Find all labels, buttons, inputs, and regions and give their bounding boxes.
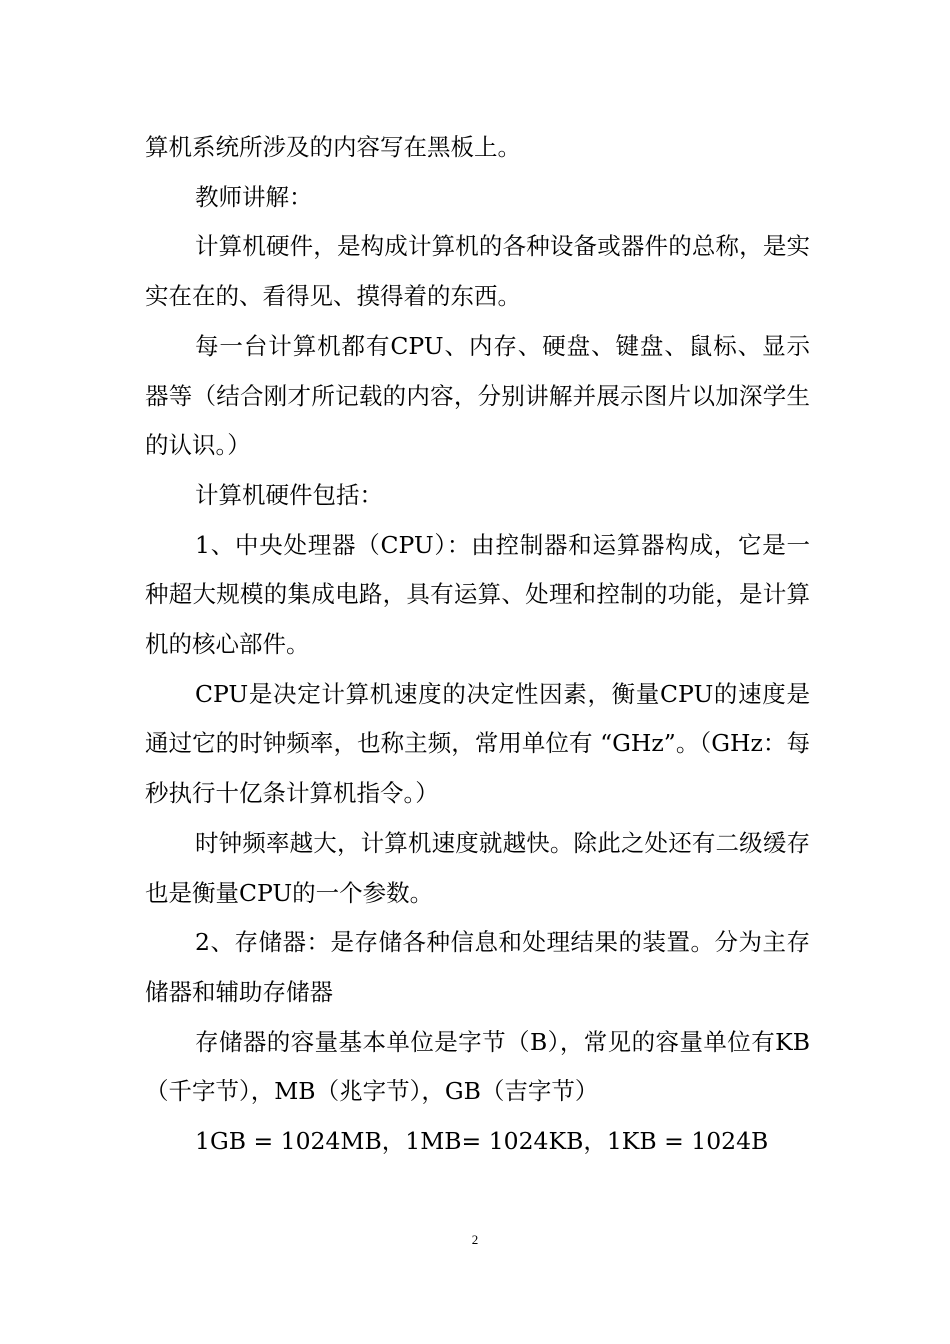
document-body [145,123,810,1167]
paragraph-continuation: 算机系统所涉及的内容写在黑板上。 [145,133,521,161]
paragraph-cpu-speed: CPU是决定计算机速度的决定性因素，衡量CPU的速度是通过它的时钟频率，也称主频，常用单位有 “GHz”。（GHz：每秒执行十亿条计算机指令。） [145,679,810,808]
paragraph-teacher-explains: 教师讲解： [195,182,313,211]
paragraph-storage-units: 存储器的容量基本单位是字节（B），常见的容量单位有KB（千字节），MB（兆字节），GB（吉字节） [145,1027,810,1106]
paragraph-hardware-definition: 计算机硬件，是构成计算机的各种设备或器件的总称，是实实在在的、看得见、摸得着的东西。 [145,232,810,311]
paragraph-cpu: 1、中央处理器（CPU）：由控制器和运算器构成，它是一种超大规模的集成电路，具有运算、处理和控制的功能，是计算机的核心部件。 [145,530,810,659]
paragraph-storage: 2、存储器：是存储各种信息和处理结果的装置。分为主存储器和辅助存储器 [145,928,810,1006]
paragraph-hardware-examples: 每一台计算机都有CPU、内存、硬盘、键盘、鼠标、显示器等（结合刚才所记载的内容，分别讲解并展示图片以加深学生的认识。） [145,331,810,460]
page-number: 2 [471,1232,479,1247]
paragraph-hardware-includes: 计算机硬件包括： [195,480,383,509]
paragraph-unit-conversion: 1GB = 1024MB，1MB= 1024KB，1KB = 1024B [195,1127,769,1156]
paragraph-clock-frequency: 时钟频率越大，计算机速度就越快。除此之处还有二级缓存也是衡量CPU的一个参数。 [145,828,810,907]
